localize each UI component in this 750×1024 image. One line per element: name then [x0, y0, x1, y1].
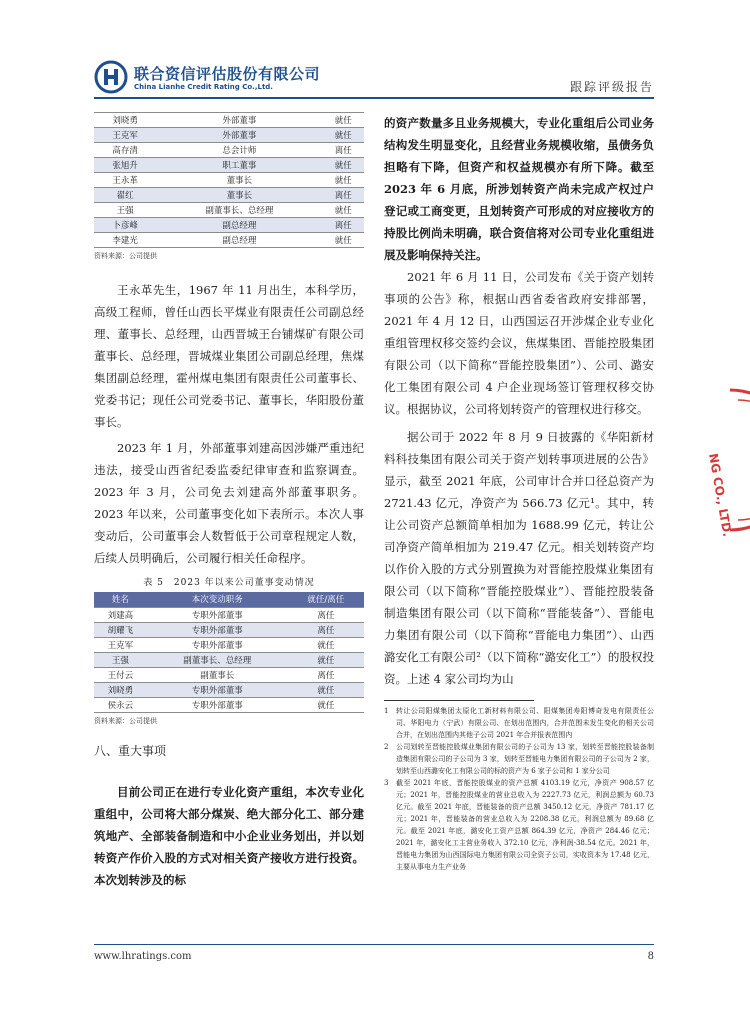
- seal-text: NG CO., LTD.: [706, 452, 735, 538]
- cell-name: 卜彦峰: [94, 218, 156, 233]
- cell-status: 就任: [322, 128, 364, 143]
- cell-name: 王付云: [94, 667, 147, 682]
- footnote-text: 截至 2021 年底，晋能控股煤业的资产总额 4103.19 亿元，净资产 908.57 亿元；2021 年，晋能控股煤业的营业总收入为 2227.73 亿元，利润总额为 60.73 亿元。截至 2021 年底，晋能装备的资产总额 3450.12 亿元，净资产 781.17 亿元；2021 年，晋能装备的营业总收入为 2208.38 亿元，利润总额为 89.68 亿元。截至 2021 年底，潞安化工资产总额 864.39 亿元，净资产 284.46 亿元；2021 年，潞安化工主营业务收入 372.10 亿元，净利润-38.54 亿元。2021 年，晋能电力集团为山西国际电力集团有限公司全资子公司，实收资本为 17.48 亿元，主要从事电力生产业务: [396, 779, 654, 871]
- cell-name: 张旭升: [94, 158, 156, 173]
- table-row: [94, 637, 364, 652]
- table-row: [94, 218, 364, 233]
- page-number: 8: [647, 951, 654, 962]
- footnote: [384, 777, 654, 873]
- table-row: [94, 143, 364, 158]
- cell-status: 就任: [322, 158, 364, 173]
- table5-header-position: 本次变动职务: [147, 592, 288, 607]
- footer-divider: [94, 944, 654, 945]
- cell-name: 王强: [94, 203, 156, 218]
- cell-name: 侯永云: [94, 697, 147, 712]
- cell-name: 王强: [94, 652, 147, 667]
- cell-name: 王永革: [94, 173, 156, 188]
- table5-source: 资料来源：公司提供: [94, 716, 157, 725]
- cell-name: 高存清: [94, 143, 156, 158]
- cell-position: 副董事长、总经理: [156, 203, 322, 218]
- footnote-divider: [384, 700, 534, 701]
- company-seal-stamp: [690, 380, 750, 540]
- cell-position: 外部董事: [156, 113, 322, 128]
- footnote-number: 2: [384, 743, 389, 751]
- cell-status: 离任: [288, 667, 364, 682]
- header-divider: [94, 97, 654, 99]
- report-type: 跟踪评级报告: [569, 80, 654, 94]
- cell-status: 离任: [322, 188, 364, 203]
- cell-status: 就任: [322, 233, 364, 248]
- page-header: [94, 60, 654, 108]
- table5-caption: 表 5 2023 年以来公司董事变动情况: [143, 578, 315, 588]
- cell-name: 李建光: [94, 233, 156, 248]
- cell-position: 外部董事: [156, 128, 322, 143]
- table-row: [94, 173, 364, 188]
- cell-status: 离任: [322, 143, 364, 158]
- table-row: [94, 667, 364, 682]
- cell-position: 专职外部董事: [147, 607, 288, 622]
- right-column: [384, 112, 654, 873]
- cell-position: 副总经理: [156, 233, 322, 248]
- cell-status: 离任: [288, 622, 364, 637]
- cell-position: 副董事长、总经理: [147, 652, 288, 667]
- cell-position: 副董事长: [147, 667, 288, 682]
- company-logo-icon: [94, 60, 128, 94]
- footer-url[interactable]: www.lhratings.com: [94, 951, 192, 962]
- footnote-number: 1: [384, 707, 389, 715]
- cell-status: 离任: [288, 607, 364, 622]
- cell-name: 刘晓勇: [94, 682, 147, 697]
- cell-position: 董事长: [156, 188, 322, 203]
- footnote: [384, 741, 654, 777]
- cell-status: 就任: [322, 203, 364, 218]
- cell-status: 离任: [322, 218, 364, 233]
- cell-status: 就任: [288, 652, 364, 667]
- table-row: [94, 607, 364, 622]
- paragraph-board-change: 2023 年 1 月，外部董事刘建高因涉嫌严重违纪违法，接受山西省纪委监委纪律审查和监察调查。2023 年 3 月，公司免去刘建高外部董事职务。2023 年以来，公司董事变化如下表所示。本次人事变动后，公司董事会人数暂低于公司章程规定人数，后续人员明确后，公司履行相关任命程序。: [94, 441, 364, 565]
- footnote-text: 转让公司阳煤集团太原化工新材料有限公司、阳煤集团寿阳博奇发电有限责任公司、华阳电力（宁武）有限公司、在划出范围内，合并范围未发生变化的相关公司合并，在划出范围内其他子公司 2021 年合并报表范围内: [396, 707, 654, 739]
- cell-name: 王克军: [94, 128, 156, 143]
- cell-position: 专职外部董事: [147, 682, 288, 697]
- footnotes: [384, 705, 654, 873]
- cell-name: 刘晓勇: [94, 113, 156, 128]
- cell-name: 刘建高: [94, 607, 147, 622]
- left-column: [94, 112, 364, 891]
- table-row: [94, 203, 364, 218]
- cell-status: 就任: [288, 697, 364, 712]
- cell-position: 董事长: [156, 173, 322, 188]
- footnote: [384, 705, 654, 741]
- board-table-source: 资料来源：公司提供: [94, 252, 157, 260]
- paragraph-restructuring: 目前公司正在进行专业化资产重组，本次专业化重组中，公司将大部分煤炭、绝大部分化工、部分建筑地产、全部装备制造和中小企业业务划出，并以划转资产作价入股的方式对相关资产接收方进行投资。本次划转涉及的标: [94, 784, 364, 887]
- company-name-cn: 联合资信评估股份有限公司: [134, 65, 321, 83]
- footnote-text: 公司划转至晋能控股煤业集团有限公司的子公司为 13 家，划转至晋能控股装备制造集团有限公司的子公司为 3 家，划转至晋能电力集团有限公司的子公司为 2 家，划转至山西潞安化工有限公司的标的资产为 6 家子公司和 1 家分公司: [396, 743, 654, 775]
- cell-position: 专职外部董事: [147, 697, 288, 712]
- table-row: [94, 652, 364, 667]
- cell-name: 王克军: [94, 637, 147, 652]
- cell-name: 胡耀飞: [94, 622, 147, 637]
- cell-position: 专职外部董事: [147, 637, 288, 652]
- table-row: [94, 158, 364, 173]
- table-row: [94, 622, 364, 637]
- paragraph-transfer-notice: 2021 年 6 月 11 日，公司发布《关于资产划转事项的公告》称，根据山西省委省政府安排部署，2021 年 4 月 12 日，山西国运召开涉煤企业专业化重组管理权移交签约会议，焦煤集团、晋能控股集团有限公司（以下简称“晋能控股集团”）、公司、潞安化工集团有限公司 4 户企业现场签订管理权移交协议。根据协议，公司将划转资产的管理权进行移交。: [384, 270, 654, 416]
- cell-position: 专职外部董事: [147, 622, 288, 637]
- paragraph-restructuring-cont: 的资产数量多且业务规模大，专业化重组后公司业务结构发生明显变化，且经营业务规模收缩，虽债务负担略有下降，但资产和权益规模亦有所下降。截至 2023 年 6 月底，所涉划转资产尚未完成产权过户登记或工商变更，且划转资产可形成的对应接收方的持股比例尚未明确，联合资信将对公司专业化重组进展及影响保持关注。: [384, 116, 654, 262]
- cell-status: 就任: [288, 682, 364, 697]
- cell-position: 副总经理: [156, 218, 322, 233]
- table5-header-status: 就任/离任: [288, 592, 364, 607]
- paragraph-chairman-bio: 王永革先生，1967 年 11 月出生，本科学历，高级工程师，曾任山西长平煤业有限责任公司副总经理、董事长、总经理，山西晋城王台铺煤矿有限公司董事长、总经理，晋城煤业集团公司副总经理，焦煤集团副总经理，霍州煤电集团有限责任公司董事长、党委书记；现任公司党委书记、董事长，华阳股份董事长。: [94, 283, 364, 429]
- table-row: [94, 697, 364, 712]
- table-row: [94, 128, 364, 143]
- cell-status: 就任: [288, 637, 364, 652]
- cell-status: 就任: [322, 173, 364, 188]
- cell-status: 就任: [322, 113, 364, 128]
- company-name-en: China Lianhe Credit Rating Co.,Ltd.: [134, 83, 273, 91]
- footnote-number: 3: [384, 779, 389, 787]
- table-row: [94, 682, 364, 697]
- paragraph-transfer-progress: 据公司于 2022 年 8 月 9 日披露的《华阳新材料科技集团有限公司关于资产划转事项进展的公告》显示，截至 2021 年底，公司审计合并口径总资产为 2721.43 亿元，净资产为 566.73 亿元¹。其中，转让公司资产总额简单相加为 1688.99 亿元，转让公司净资产简单相加为 219.47 亿元。相关划转资产均以作价入股的方式分别置换为对晋能控股煤业集团有限公司（以下简称“晋能控股煤业”）、晋能控股装备制造集团有限公司（以下简称“晋能装备”）、晋能电力集团有限公司（以下简称“晋能电力集团”）、山西潞安化工有限公司²（以下简称“潞安化工”）的股权投资。上述 4 家公司均为山: [384, 430, 654, 686]
- cell-position: 总会计师: [156, 143, 322, 158]
- table5-header-name: 姓名: [94, 592, 147, 607]
- cell-name: 翟红: [94, 188, 156, 203]
- section-title: 八、重大事项: [94, 743, 167, 758]
- table-row: [94, 188, 364, 203]
- table-row: [94, 113, 364, 128]
- table-row: [94, 233, 364, 248]
- table5: [94, 592, 364, 713]
- cell-position: 职工董事: [156, 158, 322, 173]
- board-change-table: [94, 112, 364, 248]
